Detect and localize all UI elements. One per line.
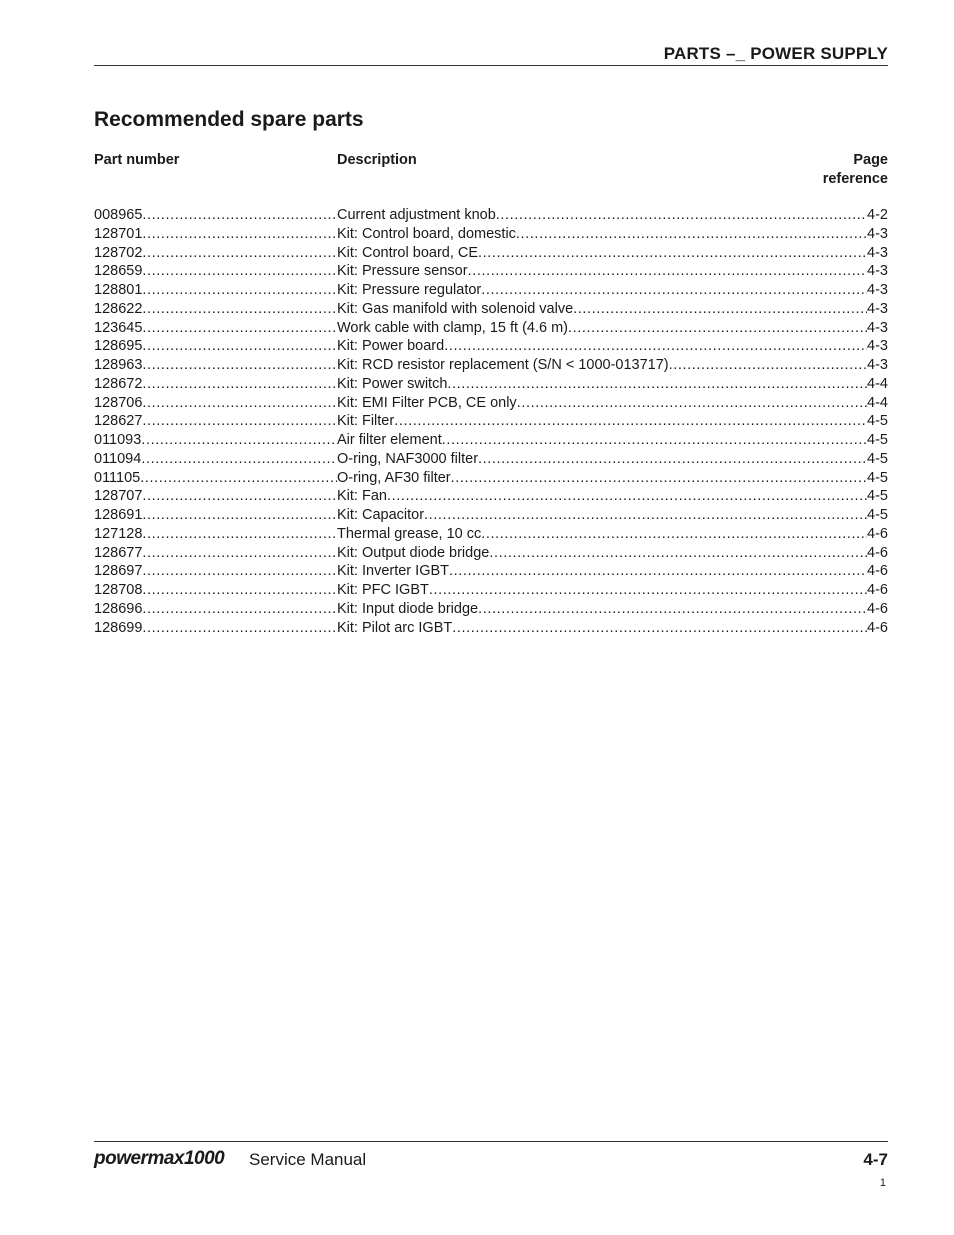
part-description: Kit: Input diode bridge (337, 600, 479, 617)
part-description: O-ring, AF30 filter (337, 469, 451, 486)
part-description: Work cable with clamp, 15 ft (4.6 m) (337, 319, 569, 336)
leader-dots (449, 562, 867, 581)
description-cell (337, 562, 888, 581)
table-row (94, 319, 888, 338)
part-number-cell (94, 225, 337, 244)
leader-dots (489, 544, 867, 563)
leader-dots (142, 319, 337, 338)
part-number-cell (94, 562, 337, 581)
part-description: Kit: Fan (337, 488, 387, 505)
part-description: Current adjustment knob (337, 207, 496, 223)
leader-dots (452, 619, 867, 638)
table-row (94, 431, 888, 450)
part-number-cell (94, 375, 337, 394)
page-reference: 4-6 (867, 582, 888, 598)
page-reference: 4-5 (867, 469, 888, 486)
description-cell (337, 581, 888, 600)
page-reference: 4-3 (867, 282, 888, 298)
footer-rule (94, 1141, 888, 1142)
leader-dots (451, 469, 867, 488)
part-description: Kit: Gas manifold with solenoid valve (337, 300, 574, 317)
footer-page-number: 4-7 (863, 1150, 888, 1169)
leader-dots (142, 600, 337, 619)
leader-dots (141, 450, 337, 469)
part-number-cell (94, 262, 337, 281)
part-description: Kit: PFC IGBT (337, 582, 429, 598)
part-description: Kit: Control board, CE (337, 244, 479, 261)
part-number-cell (94, 300, 337, 319)
page-reference: 4-4 (867, 394, 888, 411)
section-title: Recommended spare parts (94, 108, 364, 131)
part-number-cell (94, 619, 337, 638)
table-row (94, 619, 888, 638)
description-cell (337, 225, 888, 244)
description-cell (337, 544, 888, 563)
leader-dots (394, 412, 867, 431)
table-row (94, 525, 888, 544)
leader-dots (478, 244, 867, 263)
part-number: 128622 (94, 300, 143, 317)
part-number-cell (94, 337, 337, 356)
header-rule (94, 65, 888, 66)
part-number: 123645 (94, 319, 143, 336)
page-reference: 4-3 (867, 338, 888, 355)
column-header-page-reference (823, 151, 888, 189)
description-cell (337, 244, 888, 263)
part-number-cell (94, 450, 337, 469)
part-description: Kit: Power board (337, 338, 445, 355)
part-number: 128677 (94, 544, 143, 561)
table-row (94, 356, 888, 375)
page-reference: 4-6 (867, 563, 888, 580)
leader-dots (142, 300, 337, 319)
leader-dots (568, 319, 867, 338)
part-number: 128696 (94, 600, 143, 617)
page-reference: 4-3 (867, 244, 888, 261)
description-cell (337, 356, 888, 375)
page-reference: 4-3 (867, 319, 888, 336)
page-reference: 4-5 (867, 432, 888, 448)
leader-dots (429, 581, 867, 600)
description-cell (337, 319, 888, 338)
part-number-cell (94, 394, 337, 413)
table-row (94, 581, 888, 600)
part-number: 127128 (94, 525, 143, 542)
leader-dots (573, 300, 867, 319)
footer-sub-number: 1 (879, 1177, 886, 1189)
table-row (94, 375, 888, 394)
table-row (94, 394, 888, 413)
leader-dots (142, 562, 337, 581)
table-row (94, 487, 888, 506)
description-cell (337, 431, 888, 450)
description-cell (337, 487, 888, 506)
part-description: Kit: EMI Filter PCB, CE only (337, 394, 517, 411)
table-row (94, 281, 888, 300)
part-description: Kit: Pressure sensor (337, 263, 468, 280)
part-number: 011093 (94, 432, 142, 448)
page-reference: 4-6 (867, 525, 888, 542)
part-number: 128963 (94, 357, 143, 373)
leader-dots (142, 506, 337, 525)
table-row (94, 300, 888, 319)
page-header-line1: Page (853, 152, 888, 168)
part-number-cell (94, 431, 337, 450)
leader-dots (669, 356, 867, 375)
description-cell (337, 206, 888, 225)
description-cell (337, 375, 888, 394)
table-row (94, 450, 888, 469)
part-description: Kit: Pressure regulator (337, 282, 482, 298)
leader-dots (142, 337, 337, 356)
part-number-cell (94, 487, 337, 506)
description-cell (337, 337, 888, 356)
leader-dots (142, 619, 337, 638)
part-number-cell (94, 244, 337, 263)
leader-dots (481, 525, 867, 544)
table-row (94, 225, 888, 244)
table-row (94, 562, 888, 581)
leader-dots (496, 206, 867, 225)
part-number-cell (94, 412, 337, 431)
part-number: 128699 (94, 619, 143, 636)
page-reference: 4-5 (867, 488, 888, 505)
part-number: 128702 (94, 244, 143, 261)
table-row (94, 337, 888, 356)
part-description: Kit: Power switch (337, 375, 448, 392)
leader-dots (142, 206, 337, 225)
leader-dots (517, 394, 867, 413)
part-number: 128708 (94, 582, 143, 598)
description-cell (337, 281, 888, 300)
leader-dots (141, 431, 337, 450)
part-number-cell (94, 319, 337, 338)
footer-manual-title: Service Manual (249, 1150, 367, 1169)
table-row (94, 506, 888, 525)
leader-dots (516, 225, 867, 244)
part-number-cell (94, 281, 337, 300)
part-number: 128695 (94, 338, 143, 355)
part-number-cell (94, 600, 337, 619)
leader-dots (142, 544, 337, 563)
leader-dots (142, 356, 337, 375)
leader-dots (424, 506, 867, 525)
leader-dots (142, 262, 337, 281)
part-number: 128672 (94, 375, 143, 392)
part-number: 128659 (94, 263, 143, 280)
table-row (94, 262, 888, 281)
page-reference: 4-3 (867, 357, 888, 373)
page-reference: 4-6 (867, 600, 888, 617)
table-row (94, 244, 888, 263)
part-description: Kit: Control board, domestic (337, 225, 516, 242)
part-number: 128697 (94, 563, 143, 580)
part-description: Kit: Filter (337, 413, 395, 430)
column-header-description: Description (337, 152, 417, 168)
page-reference: 4-5 (867, 413, 888, 430)
leader-dots (387, 487, 867, 506)
leader-dots (142, 581, 337, 600)
leader-dots (447, 375, 867, 394)
page-reference: 4-5 (867, 507, 888, 523)
page-reference: 4-6 (867, 544, 888, 561)
parts-list (94, 206, 888, 637)
part-description: Kit: RCD resistor replacement (S/N < 1000-013717) (337, 357, 669, 373)
description-cell (337, 300, 888, 319)
description-cell (337, 506, 888, 525)
part-number: 128801 (94, 282, 143, 298)
leader-dots (442, 431, 867, 450)
table-row (94, 412, 888, 431)
leader-dots (140, 469, 337, 488)
part-number: 011105 (94, 469, 141, 486)
page-reference: 4-3 (867, 263, 888, 280)
leader-dots (481, 281, 867, 300)
part-number-cell (94, 469, 337, 488)
table-row (94, 469, 888, 488)
leader-dots (468, 262, 867, 281)
page-reference: 4-3 (867, 225, 888, 242)
page-reference: 4-2 (867, 207, 888, 223)
part-number: 128701 (94, 225, 143, 242)
part-number: 128627 (94, 413, 143, 430)
part-number-cell (94, 581, 337, 600)
part-description: Kit: Pilot arc IGBT (337, 619, 453, 636)
description-cell (337, 469, 888, 488)
column-header-part-number: Part number (94, 152, 180, 168)
description-cell (337, 600, 888, 619)
part-number-cell (94, 356, 337, 375)
page-reference: 4-5 (867, 450, 888, 467)
page-header-title: PARTS –_ POWER SUPPLY (663, 44, 888, 63)
part-description: O-ring, NAF3000 filter (337, 450, 479, 467)
leader-dots (478, 450, 867, 469)
table-row (94, 600, 888, 619)
page-header-line2: reference (822, 171, 888, 187)
leader-dots (142, 244, 337, 263)
part-description: Thermal grease, 10 cc (337, 525, 482, 542)
table-row (94, 206, 888, 225)
part-number: 128706 (94, 394, 143, 411)
description-cell (337, 412, 888, 431)
footer-brand-logo: powermax1000 (94, 1148, 225, 1169)
part-description: Kit: Capacitor (337, 507, 425, 523)
part-number-cell (94, 525, 337, 544)
leader-dots (478, 600, 867, 619)
part-number: 128691 (94, 507, 143, 523)
leader-dots (142, 394, 337, 413)
description-cell (337, 525, 888, 544)
part-number: 128707 (94, 488, 143, 505)
table-row (94, 544, 888, 563)
leader-dots (142, 281, 337, 300)
description-cell (337, 262, 888, 281)
leader-dots (142, 225, 337, 244)
description-cell (337, 394, 888, 413)
leader-dots (142, 412, 337, 431)
part-description: Kit: Output diode bridge (337, 544, 490, 561)
description-cell (337, 619, 888, 638)
part-description: Air filter element (337, 432, 442, 448)
part-description: Kit: Inverter IGBT (337, 563, 449, 580)
page-reference: 4-3 (867, 300, 888, 317)
part-number-cell (94, 206, 337, 225)
part-number-cell (94, 544, 337, 563)
leader-dots (142, 487, 337, 506)
page-reference: 4-6 (867, 619, 888, 636)
leader-dots (142, 525, 337, 544)
page-reference: 4-4 (867, 375, 888, 392)
part-number-cell (94, 506, 337, 525)
description-cell (337, 450, 888, 469)
leader-dots (142, 375, 337, 394)
part-number: 008965 (94, 207, 143, 223)
leader-dots (444, 337, 867, 356)
part-number: 011094 (94, 450, 142, 467)
